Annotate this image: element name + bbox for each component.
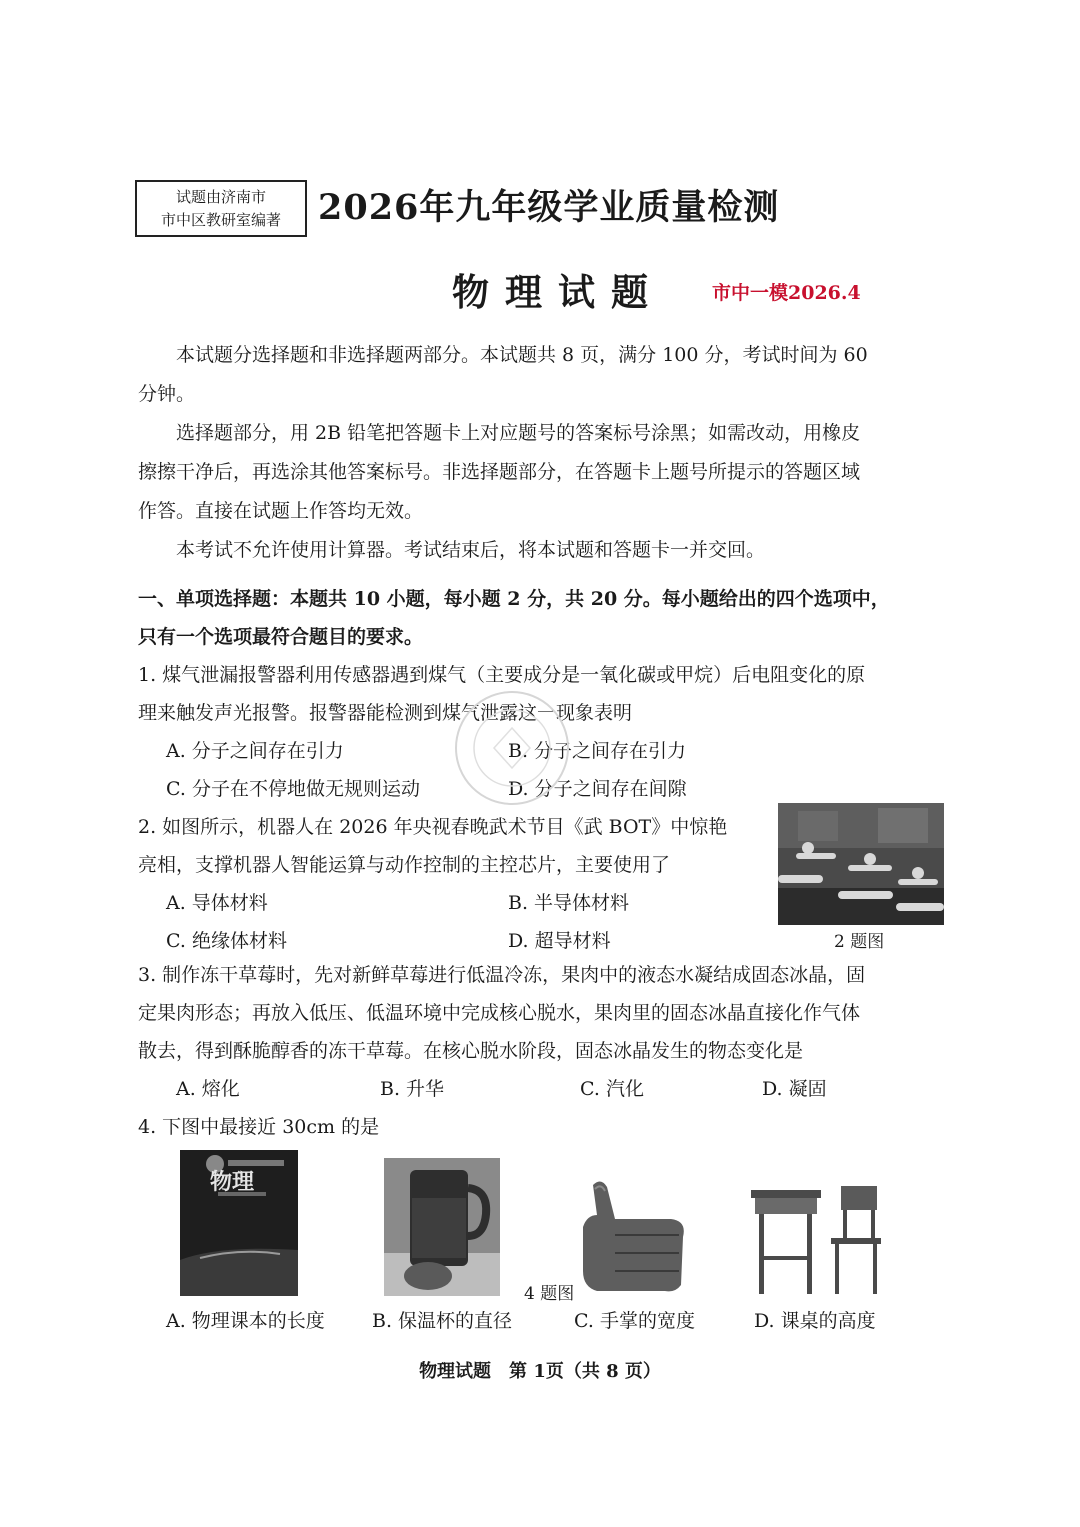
q4-figure-caption: 4 题图 [524,1284,575,1304]
compiler-line-2: 市中区教研室编著 [160,211,281,229]
instruction-p3: 本考试不允许使用计算器。考试结束后，将本试题和答题卡一并交回。 [176,539,766,561]
q3-stem-line1: 3. 制作冻干草莓时，先对新鲜草莓进行低温冷冻，果肉中的液态水凝结成固态冰晶，固 [138,964,866,986]
q2-stem-line1: 2. 如图所示，机器人在 2026 年央视春晚武术节目《武 BOT》中惊艳 [138,816,728,838]
q2-stem-line2: 亮相，支撑机器人智能运算与动作控制的主控芯片，主要使用了 [138,854,671,876]
section1-heading-line1: 一、单项选择题：本题共 10 小题，每小题 2 分，共 20 分。每小题给出的四个选项中， [138,588,890,610]
q4-desk-photo [745,1180,893,1298]
q1-stem-line2: 理来触发声光报警。报警器能检测到煤气泄露这一现象表明 [138,702,633,724]
q1-option-c: C. 分子在不停地做无规则运动 [166,778,420,800]
subject-title: 物理试题 [452,270,664,314]
q4-option-a: A. 物理课本的长度 [166,1310,325,1332]
compiler-note-box [135,180,307,237]
q3-stem-line2: 定果肉形态；再放入低压、低温环境中完成核心脱水，果肉里的固态冰晶直接化作气体 [138,1002,861,1024]
instruction-p2-line3: 作答。直接在试题上作答均无效。 [138,500,424,522]
q4-hand-photo [575,1175,687,1293]
q2-robot-photo [778,803,944,925]
q4-textbook-cover-title: 物理 [210,1169,255,1195]
q1-option-b: B. 分子之间存在引力 [508,740,687,762]
q1-option-a: A. 分子之间存在引力 [166,740,344,762]
q1-option-d: D. 分子之间存在间隙 [508,778,687,800]
q4-option-b: B. 保温杯的直径 [372,1310,513,1332]
q4-option-c: C. 手掌的宽度 [574,1310,695,1332]
q3-option-a: A. 熔化 [176,1078,240,1100]
q2-figure-caption: 2 题图 [834,932,885,952]
section1-heading-line2: 只有一个选项最符合题目的要求。 [138,626,424,648]
exam-tag: 市中一模2026.4 [712,282,861,304]
q3-stem-line3: 散去，得到酥脆醇香的冻干草莓。在核心脱水阶段，固态冰晶发生的物态变化是 [138,1040,804,1062]
compiler-line-1: 试题由济南市 [175,188,266,206]
instruction-p2-line2: 擦擦干净后，再选涂其他答案标号。非选择题部分，在答题卡上题号所提示的答题区域 [138,461,861,483]
q3-option-c: C. 汽化 [580,1078,644,1100]
q2-option-c: C. 绝缘体材料 [166,930,287,952]
exam-title: 2026年九年级学业质量检测 [318,187,780,228]
q2-option-b: B. 半导体材料 [508,892,630,914]
q4-thermos-photo [384,1158,500,1296]
q1-stem-line1: 1. 煤气泄漏报警器利用传感器遇到煤气（主要成分是一氧化碳或甲烷）后电阻变化的原 [138,664,866,686]
q2-option-a: A. 导体材料 [166,892,268,914]
instruction-p1-line2: 分钟。 [138,383,196,405]
instruction-p1-line1: 本试题分选择题和非选择题两部分。本试题共 8 页，满分 100 分，考试时间为 60 [176,344,868,366]
q3-option-b: B. 升华 [380,1078,445,1100]
q2-option-d: D. 超导材料 [508,930,611,952]
q4-option-d: D. 课桌的高度 [754,1310,876,1332]
q4-stem: 4. 下图中最接近 30cm 的是 [138,1116,380,1138]
q3-option-d: D. 凝固 [762,1078,827,1100]
instruction-p2-line1: 选择题部分，用 2B 铅笔把答题卡上对应题号的答案标号涂黑；如需改动，用橡皮 [176,422,861,444]
page-footer: 物理试题 第 1页（共 8 页） [419,1361,661,1382]
q4-textbook-photo [180,1150,298,1296]
watermark-seal [452,688,572,808]
